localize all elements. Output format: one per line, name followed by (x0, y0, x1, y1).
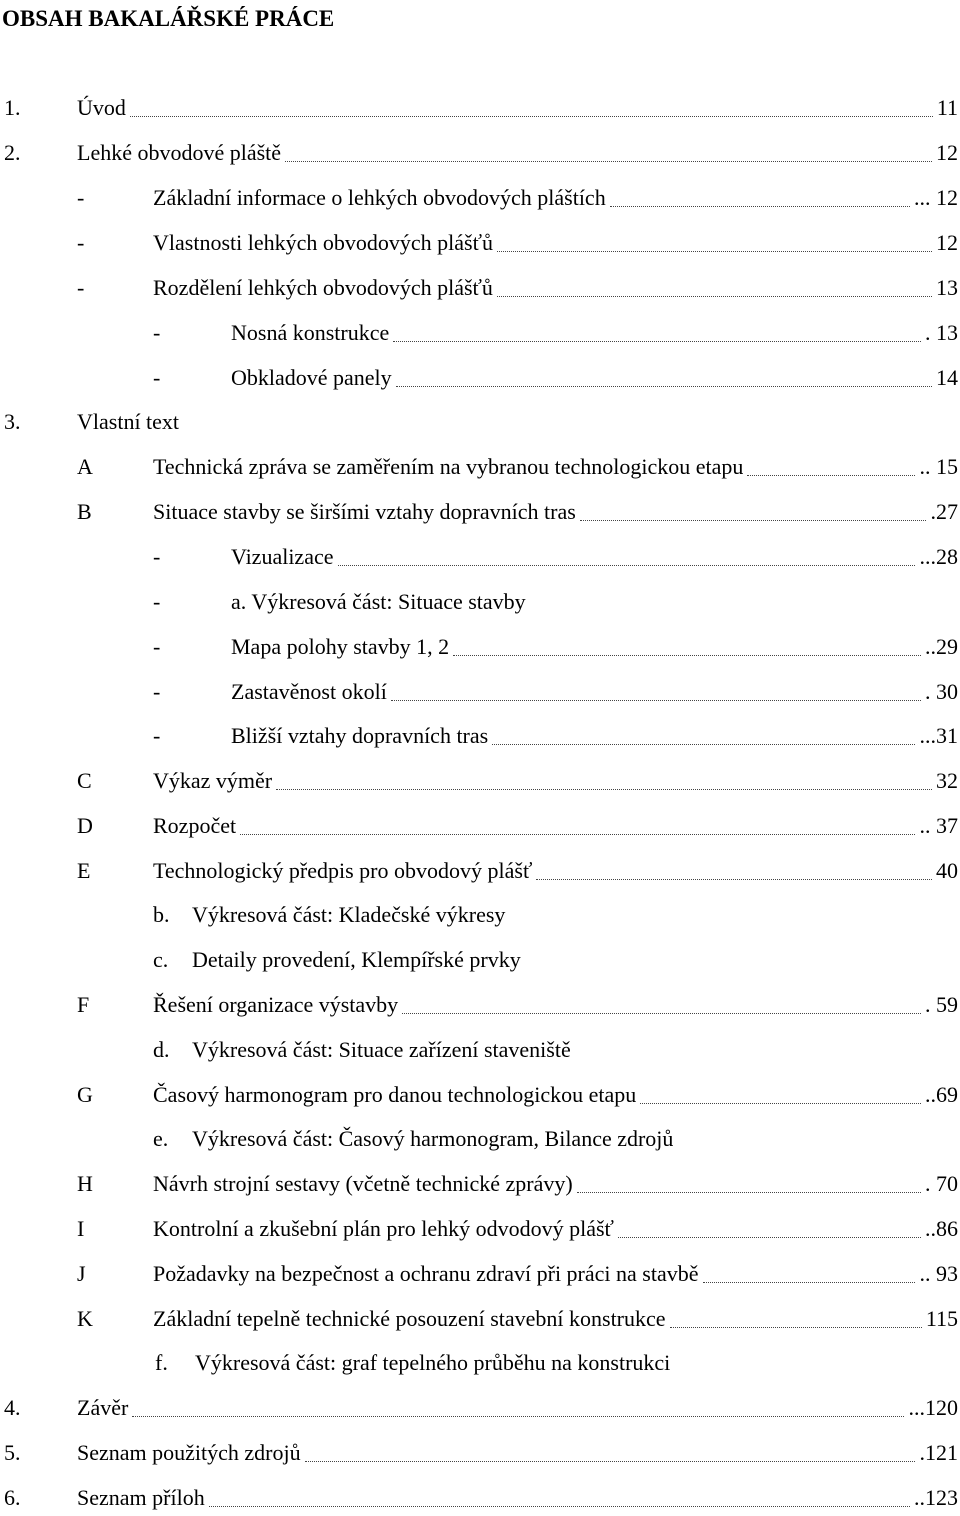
toc-entry-title: Závěr (77, 1395, 129, 1420)
toc-entry (0, 404, 958, 440)
toc-entry-title: Lehké obvodové pláště (77, 140, 282, 165)
toc-entry-title: Mapa polohy stavby 1, 2 (231, 634, 450, 659)
toc-entry-page-number: ..123 (914, 1485, 958, 1510)
document-title: OBSAH BAKALÁŘSKÉ PRÁCE (2, 6, 335, 31)
toc-dot-leader (305, 1461, 915, 1462)
toc-entry (0, 1121, 958, 1157)
toc-entry (0, 135, 958, 171)
toc-entry-page-number: .. 37 (919, 813, 958, 838)
toc-entry-page-number: ..29 (925, 634, 958, 659)
toc-entry-marker: A (77, 454, 93, 479)
toc-entry-title: Základní tepelně technické posouzení stavební konstrukce (153, 1306, 666, 1331)
toc-entry-title: Rozpočet (153, 813, 237, 838)
toc-entry-page-number: . 59 (925, 992, 958, 1017)
toc-entry (0, 987, 958, 1023)
toc-entry-page-number: ... 12 (914, 185, 958, 210)
toc-entry-title: Kontrolní a zkušební plán pro lehký odvodový plášť (153, 1216, 614, 1241)
toc-entry (0, 897, 958, 933)
toc-entry-title: Technická zpráva se zaměřením na vybranou technologickou etapu (153, 454, 744, 479)
toc-entry-title: Nosná konstrukce (231, 320, 390, 345)
toc-entry-marker: K (77, 1306, 93, 1331)
toc-entry-title: Požadavky na bezpečnost a ochranu zdraví při práci na stavbě (153, 1261, 699, 1286)
toc-entry-title: Technologický předpis pro obvodový plášť (153, 858, 533, 883)
toc-entry-title: Zastavěnost okolí (231, 679, 387, 704)
toc-entry-title: Úvod (77, 95, 126, 120)
toc-entry (0, 539, 958, 575)
toc-entry (0, 629, 958, 665)
toc-entry-marker: - (77, 230, 85, 255)
toc-entry-marker: 6. (4, 1485, 21, 1510)
toc-entry-page-number: . 13 (925, 320, 958, 345)
toc-entry-title: Základní informace o lehkých obvodových pláštích (153, 185, 606, 210)
toc-entry-title: Výkresová část: Situace zařízení staveniště (192, 1037, 571, 1062)
toc-entry-page-number: .121 (919, 1440, 958, 1465)
toc-dot-leader (132, 1416, 904, 1417)
toc-entry-page-number: 12 (936, 140, 958, 165)
toc-entry-marker: d. (153, 1037, 170, 1062)
toc-entry-marker: G (77, 1082, 93, 1107)
toc-entry-page-number: ...120 (908, 1395, 958, 1420)
toc-entry-page-number: 14 (936, 365, 958, 390)
toc-entry (0, 1435, 958, 1471)
toc-dot-leader (276, 789, 932, 790)
toc-entry-page-number: .. 15 (919, 454, 958, 479)
toc-entry (0, 808, 958, 844)
toc-entry-title: Obkladové panely (231, 365, 392, 390)
toc-entry-title: Bližší vztahy dopravních tras (231, 723, 489, 748)
toc-entry (0, 942, 958, 978)
toc-dot-leader (209, 1506, 910, 1507)
toc-entry-marker: H (77, 1171, 93, 1196)
toc-entry (0, 853, 958, 889)
toc-entry-page-number: .27 (930, 499, 958, 524)
toc-entry-marker: - (153, 679, 161, 704)
toc-entry-marker: 1. (4, 95, 21, 120)
toc-dot-leader (580, 520, 926, 521)
toc-dot-leader (453, 655, 921, 656)
toc-entry (0, 1166, 958, 1202)
toc-entry-page-number: . 30 (925, 679, 958, 704)
toc-entry-page-number: ..69 (925, 1082, 958, 1107)
toc-entry-marker: D (77, 813, 93, 838)
toc-entry-page-number: 12 (936, 230, 958, 255)
toc-entry-title: Řešení organizace výstavby (153, 992, 399, 1017)
toc-entry-page-number: 13 (936, 275, 958, 300)
toc-dot-leader (640, 1103, 921, 1104)
toc-dot-leader (492, 744, 915, 745)
toc-entry-marker: J (77, 1261, 86, 1286)
toc-entry-marker: b. (153, 902, 170, 927)
toc-entry-marker: C (77, 768, 92, 793)
toc-entry-title: Výkresová část: graf tepelného průběhu na konstrukci (195, 1350, 671, 1375)
toc-entry (0, 1032, 958, 1068)
toc-entry (0, 315, 958, 351)
toc-entry-title: Časový harmonogram pro danou technologickou etapu (153, 1082, 637, 1107)
toc-entry-marker: - (153, 723, 161, 748)
toc-entry (0, 1345, 958, 1381)
toc-entry-marker: c. (153, 947, 169, 972)
toc-entry-page-number: . 70 (925, 1171, 958, 1196)
toc-entry-marker: I (77, 1216, 85, 1241)
toc-entry-title: Výkresová část: Časový harmonogram, Bilance zdrojů (192, 1126, 674, 1151)
toc-dot-leader (391, 700, 921, 701)
toc-dot-leader (610, 206, 910, 207)
toc-entry-marker: 5. (4, 1440, 21, 1465)
toc-entry-marker: E (77, 858, 91, 883)
toc-entry (0, 449, 958, 485)
toc-entry (0, 1077, 958, 1113)
toc-dot-leader (338, 565, 915, 566)
toc-entry-page-number: .. 93 (919, 1261, 958, 1286)
toc-entry-title: Rozdělení lehkých obvodových plášťů (153, 275, 493, 300)
toc-entry (0, 1301, 958, 1337)
toc-entry-page-number: ...31 (919, 723, 958, 748)
toc-entry-marker: 3. (4, 409, 21, 434)
toc-entry-marker: F (77, 992, 90, 1017)
toc-entry-title: Detaily provedení, Klempířské prvky (192, 947, 521, 972)
toc-entry-marker: e. (153, 1126, 169, 1151)
toc-entry-marker: 2. (4, 140, 21, 165)
toc-entry (0, 584, 958, 620)
toc-entry (0, 674, 958, 710)
toc-dot-leader (240, 834, 915, 835)
toc-entry-page-number: 11 (936, 95, 958, 120)
toc-entry-page-number: 32 (936, 768, 958, 793)
toc-entry (0, 180, 958, 216)
toc-entry-title: Vlastní text (77, 409, 180, 434)
toc-entry-title: Situace stavby se širšími vztahy dopravních tras (153, 499, 576, 524)
toc-dot-leader (497, 251, 932, 252)
toc-dot-leader (497, 296, 932, 297)
toc-entry-marker: - (153, 365, 161, 390)
toc-entry-page-number: ...28 (919, 544, 958, 569)
toc-entry (0, 1256, 958, 1292)
toc-entry-title: Výkaz výměr (153, 768, 273, 793)
toc-entry (0, 225, 958, 261)
toc-dot-leader (577, 1192, 921, 1193)
toc-entry (0, 360, 958, 396)
toc-entry-marker: - (77, 185, 85, 210)
toc-entry-page-number: ..86 (925, 1216, 958, 1241)
toc-entry-marker: f. (155, 1350, 168, 1375)
toc-entry-title: Vizualizace (231, 544, 334, 569)
toc-dot-leader (130, 116, 933, 117)
toc-entry-marker: - (153, 320, 161, 345)
toc-entry-marker: B (77, 499, 92, 524)
toc-entry-title: Seznam použitých zdrojů (77, 1440, 301, 1465)
toc-entry (0, 494, 958, 530)
toc-entry-page-number: 40 (936, 858, 958, 883)
toc-entry-title: Seznam příloh (77, 1485, 205, 1510)
toc-entry-title: Výkresová část: Kladečské výkresy (192, 902, 506, 927)
toc-entry-page-number: 115 (925, 1306, 958, 1331)
toc-entry (0, 1480, 958, 1516)
toc-dot-leader (618, 1237, 921, 1238)
toc-entry (0, 718, 958, 754)
toc-dot-leader (285, 161, 932, 162)
toc-entry (0, 1390, 958, 1426)
toc-entry-marker: 4. (4, 1395, 21, 1420)
toc-dot-leader (670, 1327, 922, 1328)
toc-entry-marker: - (77, 275, 85, 300)
toc-entry (0, 1211, 958, 1247)
toc-entry-marker: - (153, 589, 161, 614)
toc-dot-leader (747, 475, 915, 476)
toc-entry-title: Vlastnosti lehkých obvodových plášťů (153, 230, 493, 255)
toc-entry-title: Návrh strojní sestavy (včetně technické zprávy) (153, 1171, 573, 1196)
toc-entry (0, 90, 958, 126)
toc-entry (0, 763, 958, 799)
toc-entry-marker: - (153, 634, 161, 659)
toc-entry-title: a. Výkresová část: Situace stavby (231, 589, 526, 614)
toc-dot-leader (703, 1282, 915, 1283)
toc-dot-leader (396, 386, 932, 387)
toc-dot-leader (536, 879, 932, 880)
toc-dot-leader (393, 341, 921, 342)
toc-dot-leader (402, 1013, 921, 1014)
toc-entry-marker: - (153, 544, 161, 569)
toc-entry (0, 270, 958, 306)
